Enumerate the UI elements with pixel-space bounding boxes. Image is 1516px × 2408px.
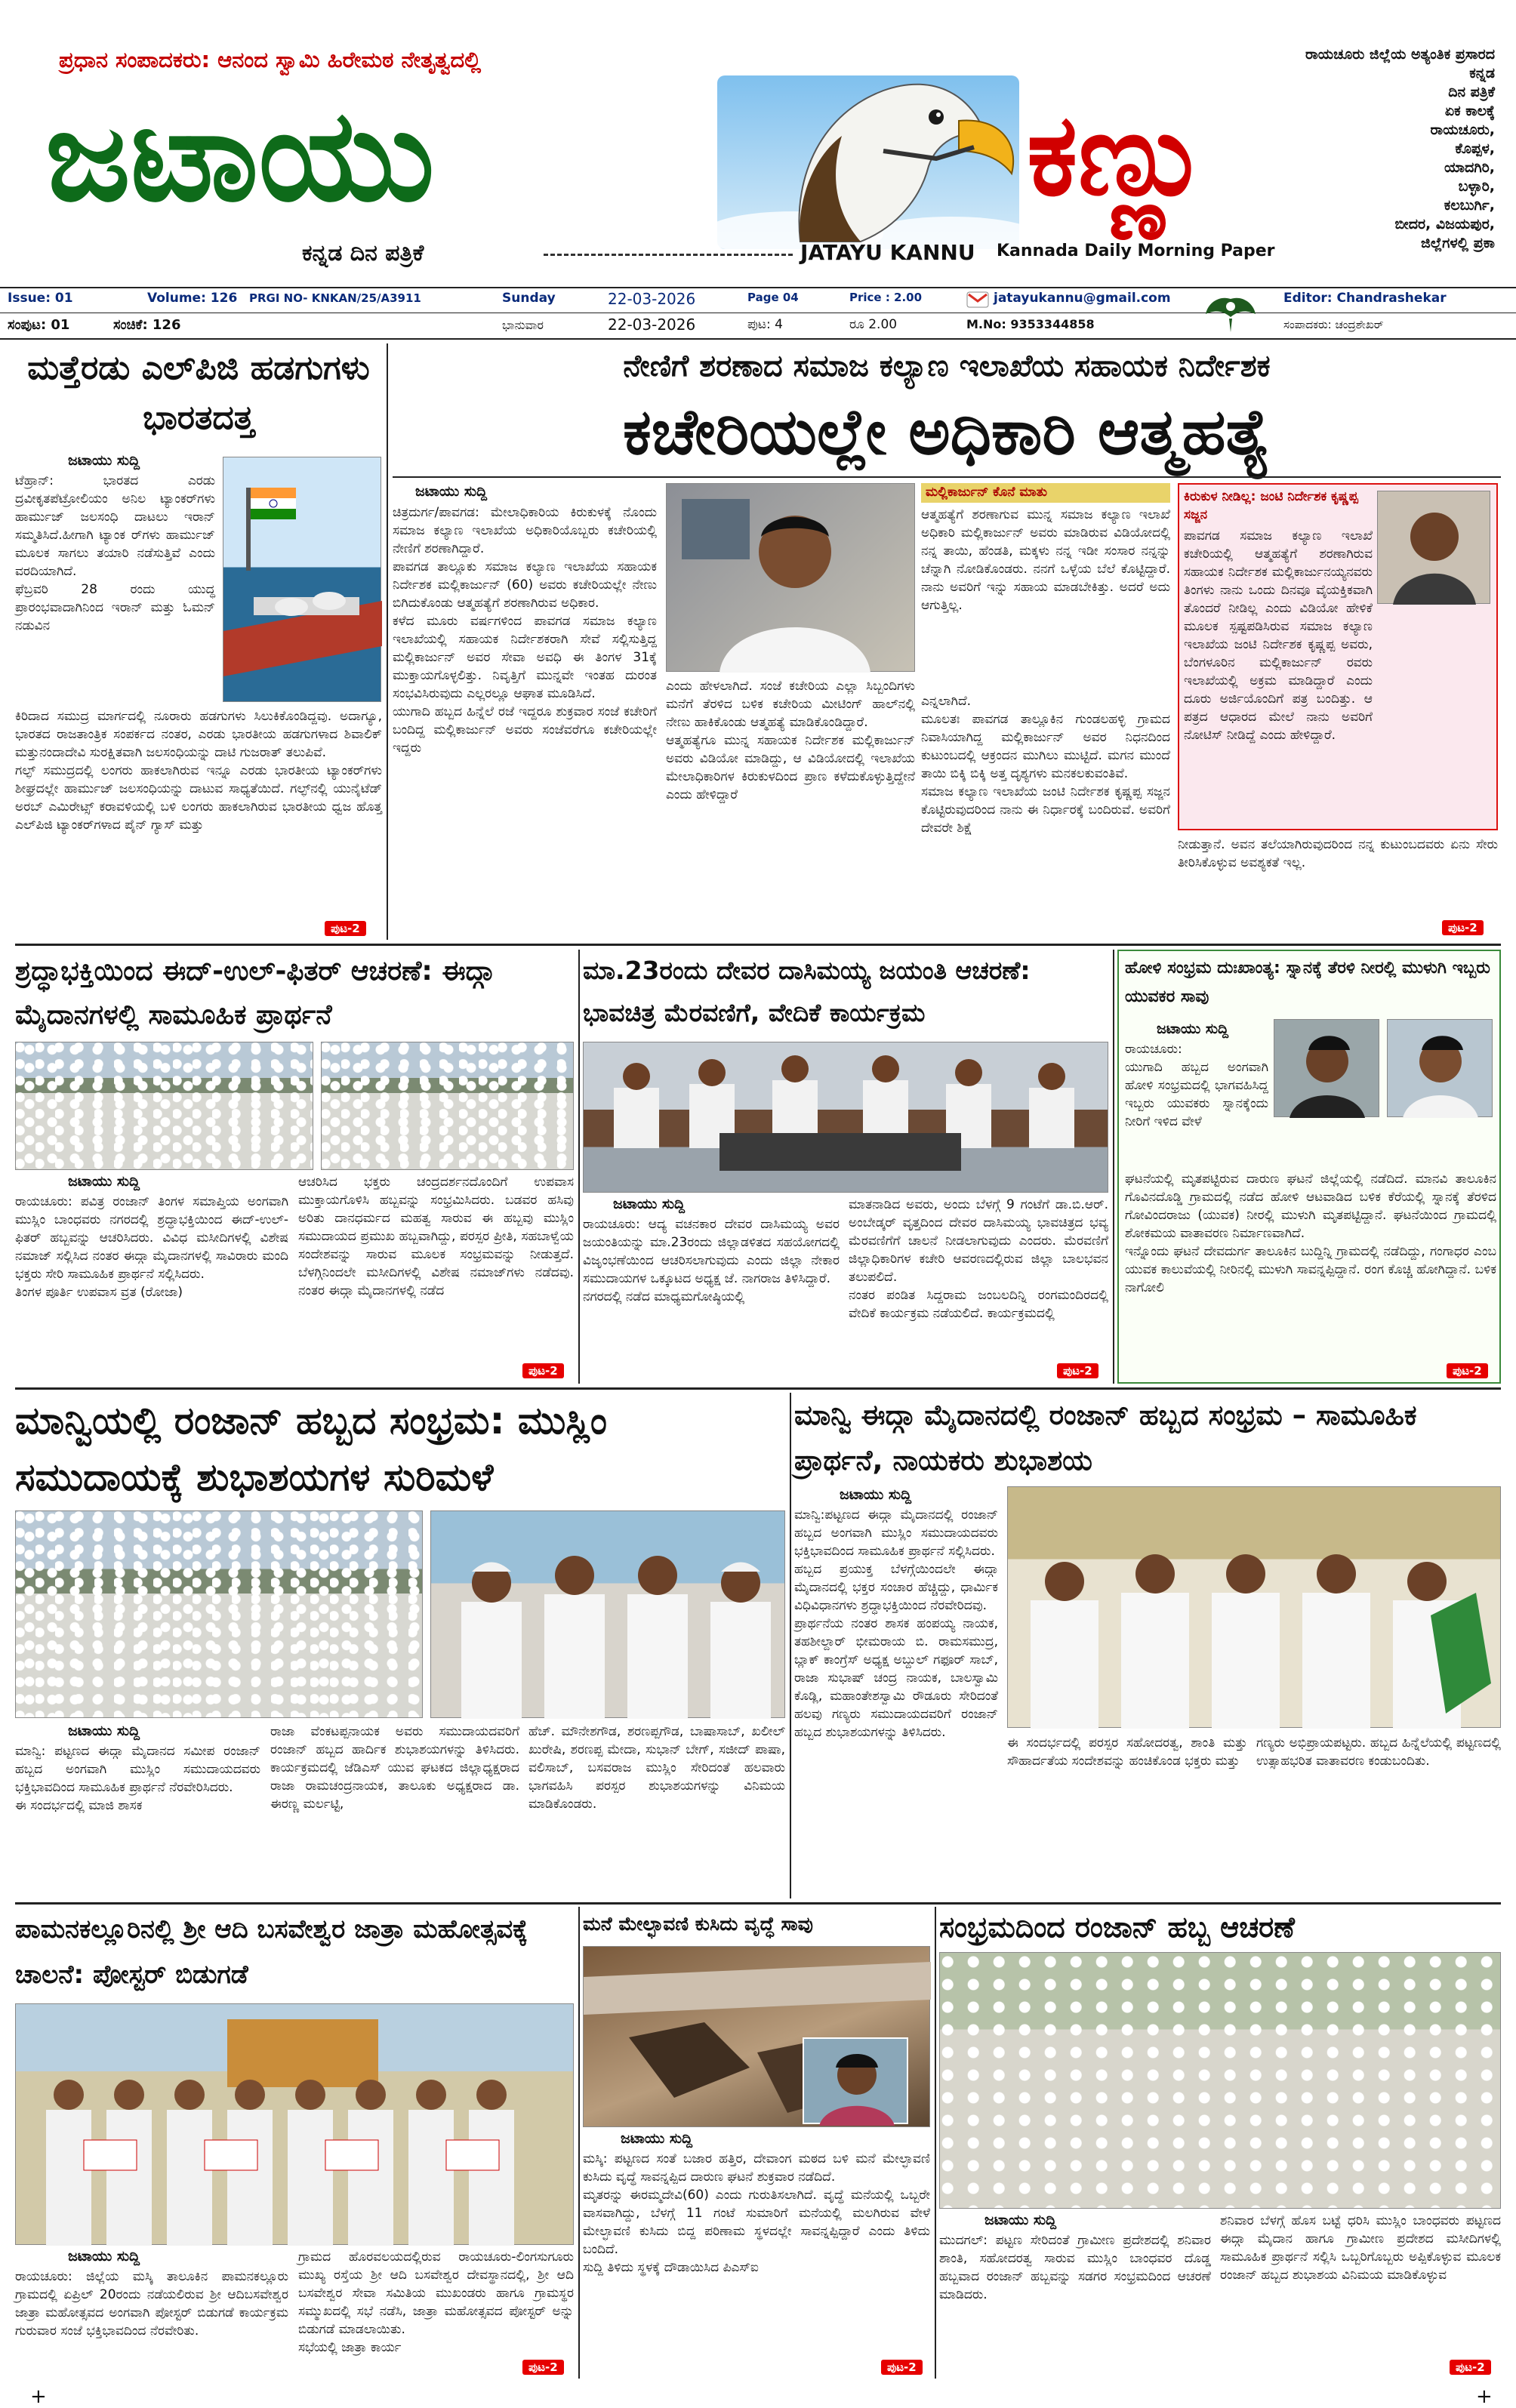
continued-badge: ಪುಟ-2 [881, 2360, 923, 2375]
story-text: ನೀಡುತ್ತಾನೆ. ಅವನ ತಲೆಯಾಗಿರುವುದರಿಂದ ನನ್ನ ಕುಟುಂಬದವರು ಏನು ಸೇರು ತೀರಿಸಿಕೊಳ್ಳುವ ಅವಶ್ಯಕತೆ ಇಲ್ಲ. [1178, 837, 1498, 870]
story-jatre [15, 1907, 574, 2379]
sidebar-joint-director [1178, 483, 1498, 830]
email[interactable]: jatayukannu@gmail.com [994, 291, 1171, 306]
issue-no: Issue: 01 [8, 291, 73, 306]
story-text: ಮಾನ್ವಿ: ಪಟ್ಟಣದ ಈದ್ಗಾ ಮೈದಾನದ ಸಮೀಪ ರಂಜಾನ್ ಹಬ್ಬದ ಅಂಗವಾಗಿ ಮುಸ್ಲಿಂ ಸಮುದಾಯದವರು ಭಕ್ತಿಭಾವದಿಂದ ಸಾಮೂಹಿಕ ಪ್ರಾರ್ಥನೆ ನೆರವೇರಿಸಿದರು. ಈ ಸಂದರ್ಭದಲ್ಲಿ ಮಾಜಿ ಶಾಸಕ [15, 1744, 260, 1813]
section-divider [15, 1902, 1501, 1905]
headline: ಪಾಮನಕಲ್ಲೂರಿನಲ್ಲಿ ಶ್ರೀ ಆದಿ ಬಸವೇಶ್ವರ ಜಾತ್ರಾ ಮಹೋತ್ಸವಕ್ಕೆ ಚಾಲನೆ: ಪೋಸ್ಟರ್ ಬಿಡುಗಡೆ [15, 1914, 528, 1990]
info-bar [0, 287, 1516, 340]
story-text: ರಾಯಚೂರು: ಜಿಲ್ಲೆಯ ಮಸ್ಕಿ ತಾಲೂಕಿನ ಪಾಮನಕಲ್ಲೂರು ಗ್ರಾಮದಲ್ಲಿ ಏಪ್ರಿಲ್ 20ರಂದು ನಡೆಯಲಿರುವ ಶ್ರೀ ಆದಿಬಸವೇಶ್ವರ ಜಾತ್ರಾ ಮಹೋತ್ಸವದ ಅಂಗವಾಗಿ ಪೋಸ್ಟರ್ ಬಿಡುಗಡೆ ಕಾರ್ಯಕ್ರಮ ಗುರುವಾರ ಸಂಜೆ ಭಕ್ತಿಭಾವದಿಂದ ನೆರವೇರಿತು. [15, 2269, 288, 2339]
victim-photo-2 [1387, 1019, 1493, 1117]
victim-photo-1 [1274, 1019, 1379, 1117]
poster-release-photo [15, 2003, 574, 2245]
kicker: ನೇಣಿಗೆ ಶರಣಾದ ಸಮಾಜ ಕಲ್ಯಾಣ ಇಲಾಖೆಯ ಸಹಾಯಕ ನಿರ್ದೇಶಕ [623, 349, 1271, 383]
price-kn: ರೂ 2.00 [849, 317, 898, 332]
story-text: ಘಟನೆಯಲ್ಲಿ ಮೃತಪಟ್ಟಿರುವ ದಾರುಣ ಘಟನೆ ಜಿಲ್ಲೆಯಲ್ಲಿ ನಡೆದಿದೆ. ಮಾನವಿ ತಾಲೂಕಿನ ಗೊವಿನದೊಡ್ಡಿ ಗ್ರಾಮದಲ್ಲಿ ನಡೆದ ಹೋಳಿ ಆಟವಾಡಿದ ಬಳಿಕ ಕೆರೆಯಲ್ಲಿ ಸ್ನಾನಕ್ಕೆ ತೆರಳಿದ ಗೋವಿಂದರಾಜು (ಯುವಕ) ನೀರಲ್ಲಿ ಮುಳುಗಿ ಮೃತಪಟ್ಟಿದ್ದಾನೆ. ಘಟನೆಯಿಂದ ಗ್ರಾಮದಲ್ಲಿ ಶೋಕಮಯ ವಾತಾವರಣ ನಿರ್ಮಾಣವಾಗಿದೆ. ಇನ್ನೊಂದು ಘಟನೆ ದೇವದುರ್ಗ ತಾಲೂಕಿನ ಬುದ್ದಿನ್ನಿ ಗ್ರಾಮದಲ್ಲಿ ನಡೆದಿದ್ದು, ಗಂಗಾಧರ ಎಂಬ ಯುವಕ ಕಾಲುವೆಯಲ್ಲಿ ನೀರಿನಲ್ಲಿ ಮುಳುಗಿ ಸಾವನ್ನಪ್ಪಿದ್ದಾನೆ. ರಂಗ ಕೊಚ್ಚಿ ಹೋಗಿದ್ದಾನೆ. ಬಳಿಕ ನಾಗೋಲಿ [1125, 1172, 1496, 1295]
eid-prayer-photo-2 [321, 1042, 574, 1170]
headline: ಮಾನ್ವಿ ಈದ್ಗಾ ಮೈದಾನದಲ್ಲಿ ರಂಜಾನ್ ಹಬ್ಬದ ಸಂಭ್ರಮ – ಸಾಮೂಹಿಕ ಪ್ರಾರ್ಥನೆ, ನಾಯಕರು ಶುಭಾಶಯ [794, 1399, 1417, 1477]
prgi-no: PRGI NO- KNKAN/25/A3911 [249, 291, 421, 305]
byline: ಜಟಾಯು ಸುದ್ದಿ [1157, 1021, 1229, 1037]
sidebar-text: ಆತ್ಮಹತ್ಯೆಗೆ ಶರಣಾಗುವ ಮುನ್ನ ಸಮಾಜ ಕಲ್ಯಾಣ ಇಲಾಖೆ ಅಧಿಕಾರಿ ಮಲ್ಲಿಕಾರ್ಜುನ್ ಅವರು ಮಾಡಿರುವ ವಿಡಿಯೋದಲ್ಲಿ ನನ್ನ ತಾಯಿ, ಹೆಂಡತಿ, ಮಕ್ಕಳು ನನ್ನ ಇಡೀ ಸಂಸಾರ ನನ್ನನ್ನು ಚೆನ್ನಾಗಿ ನೋಡಿಕೊಂಡರು. ನನಗೆ ಒಳ್ಳೆಯ ಬೆಲೆ ಕೊಟ್ಟಿದ್ದಾರೆ. ನಾನು ಅವರಿಗೆ ಇನ್ನು ಸಹಾಯ ಮಾಡಬೇಕಿತ್ತು. ಅದರೆ ಅದು ಆಗುತ್ತಿಲ್ಲ. [921, 507, 1170, 613]
eagle-logo [710, 45, 1027, 249]
column-rule [935, 1907, 936, 2379]
column-rule [1113, 950, 1114, 1384]
story-text: ಗಣ್ಯರು ಅಭಿಪ್ರಾಯಪಟ್ಟರು. ಹಬ್ಬದ ಹಿನ್ನೆಲೆಯಲ್ಲಿ ಪಟ್ಟಣದಲ್ಲಿ ಉತ್ಸಾಹಭರಿತ ವಾತಾವರಣ ಕಂಡುಬಂದಿತು. [1256, 1735, 1501, 1769]
continued-badge: ಪುಟ-2 [522, 1363, 564, 1378]
headline: ಮಾ.23ರಂದು ದೇವರ ದಾಸಿಮಯ್ಯ ಜಯಂತಿ ಆಚರಣೆ: ಭಾವಚಿತ್ರ ಮೆರವಣಿಗೆ, ವೇದಿಕೆ ಕಾರ್ಯಕ್ರಮ [583, 956, 1031, 1027]
headline: ಶ್ರದ್ಧಾಭಕ್ತಿಯಿಂದ ಈದ್-ಉಲ್-ಫಿತರ್ ಆಚರಣೆ: ಈದ್ಗಾ ಮೈದಾನಗಳಲ್ಲಿ ಸಾಮೂಹಿಕ ಪ್ರಾರ್ಥನೆ [15, 956, 495, 1030]
continued-badge: ಪುಟ-2 [1450, 2360, 1491, 2375]
story-manvi-ramzan-2 [794, 1393, 1501, 1898]
byline: ಜಟಾಯು ಸುದ್ದಿ [984, 2212, 1057, 2228]
sidebar-last-words [921, 483, 1170, 611]
leaders-greeting-photo [430, 1510, 785, 1718]
story-text: ಮಾತನಾಡಿದ ಅವರು, ಅಂದು ಬೆಳಗ್ಗೆ 9 ಗಂಟೆಗೆ ಡಾ.ಬಿ.ಆರ್. ಅಂಬೇಡ್ಕರ್ ವೃತ್ತದಿಂದ ದೇವರ ದಾಸಿಮಯ್ಯ ಭಾವಚಿತ್ರದ ಭವ್ಯ ಮೆರವಣಿಗೆಗೆ ಚಾಲನೆ ನೀಡಲಾಗುವುದು ಎಂದರು. ಮೆರವಣಿಗೆ ಜಿಲ್ಲಾಧಿಕಾರಿಗಳ ಕಚೇರಿ ಆವರಣದಲ್ಲಿರುವ ಜಿಲ್ಲಾ ಬಾಲಭವನ ತಲುಪಲಿದೆ. ನಂತರ ಪಂಡಿತ ಸಿದ್ದರಾಮ ಜಂಬಲದಿನ್ನಿ ರಂಗಮಂದಿರದಲ್ಲಿ ವೇದಿಕೆ ಕಾರ್ಯಕ್ರಮ ನಡೆಯಲಿದೆ. ಕಾರ್ಯಕ್ರಮದಲ್ಲಿ [849, 1197, 1108, 1321]
story-text: ಮುದಗಲ್: ಪಟ್ಟಣ ಸೇರಿದಂತೆ ಗ್ರಾಮೀಣ ಪ್ರದೇಶದಲ್ಲಿ ಶನಿವಾರ ಶಾಂತಿ, ಸಹೋದರತ್ವ ಸಾರುವ ಮುಸ್ಲಿಂ ಬಾಂಧವರ ದೊಡ್ಡ ಹಬ್ಬವಾದ ರಂಜಾನ್ ಹಬ್ಬವನ್ನು ಸಡಗರ ಸಂಭ್ರಮದಿಂದ ಆಚರಣೆ ಮಾಡಿದರು. [939, 2233, 1211, 2302]
story-text: ಮಾನ್ವಿ:ಪಟ್ಟಣದ ಈದ್ಗಾ ಮೈದಾನದಲ್ಲಿ ರಂಜಾನ್ ಹಬ್ಬದ ಅಂಗವಾಗಿ ಮುಸ್ಲಿಂ ಸಮುದಾಯದವರು ಭಕ್ತಿಭಾವದಿಂದ ಸಾಮೂಹಿಕ ಪ್ರಾರ್ಥನೆ ಸಲ್ಲಿಸಿದರು. ಹಬ್ಬದ ಪ್ರಯುಕ್ತ ಬೆಳಗ್ಗೆಯಿಂದಲೇ ಈದ್ಗಾ ಮೈದಾನದಲ್ಲಿ ಭಕ್ತರ ಸಂಚಾರ ಹೆಚ್ಚಿದ್ದು, ಧಾರ್ಮಿಕ ವಿಧಿವಿಧಾನಗಳು ಶ್ರದ್ಧಾಭಕ್ತಿಯಿಂದ ನೆರವೇರಿದವು. ಪ್ರಾರ್ಥನೆಯ ನಂತರ ಶಾಸಕ ಹಂಪಯ್ಯ ನಾಯಕ, ತಹಶೀಲ್ದಾರ್ ಭೀಮರಾಯ ಬಿ. ರಾಮಸಮುದ್ರ, ಬ್ಲಾಕ್ ಕಾಂಗ್ರೆಸ್ ಅಧ್ಯಕ್ಷ ಅಬ್ದುಲ್ ಗಫೂರ್ ಸಾಬ್, ರಾಜಾ ಸುಭಾಷ್ ಚಂದ್ರ ನಾಯಕ, ಬಾಲಸ್ವಾಮಿ ಕೊಡ್ಲಿ, ಮಹಾಂತೇಶಸ್ವಾಮಿ ರೌಡೂರು ಸೇರಿದಂತೆ ಹಲವು ಗಣ್ಯರು ಸಮುದಾಯದವರಿಗೆ ರಂಜಾನ್ ಹಬ್ಬದ ಶುಭಾಶಯಗಳನ್ನು ತಿಳಿಸಿದರು. [794, 1507, 998, 1740]
day: Sunday [502, 291, 556, 306]
section-divider [15, 1387, 1501, 1390]
title-right: ಕಣ್ಣು [1027, 88, 1210, 221]
column-rule [578, 1907, 580, 2379]
column-rule [790, 1393, 791, 1898]
story-text: ಆಚರಿಸಿದ ಭಕ್ತರು ಚಂದ್ರದರ್ಶನದೊಂದಿಗೆ ಉಪವಾಸ ಮುಕ್ತಾಯಗೊಳಿಸಿ ಹಬ್ಬವನ್ನು ಸಂಭ್ರಮಿಸಿದರು. ಬಡವರ ಹಸಿವು ಅರಿತು ದಾನಧರ್ಮದ ಮಹತ್ವ ಸಾರುವ ಈ ಹಬ್ಬವು ಮುಸ್ಲಿಂ ಸಮುದಾಯದ ಪ್ರಮುಖ ಹಬ್ಬವಾಗಿದ್ದು, ಪರಸ್ಪರ ಪ್ರೀತಿ, ಸಹಬಾಳ್ವೆಯ ಸಂದೇಶವನ್ನು ಸಾರುವ ಮೂಲಕ ಸಂಭ್ರಮವನ್ನು ನೀಡುತ್ತದೆ. ಬೆಳಗ್ಗಿನಿಂದಲೇ ಮಸೀದಿಗಳಲ್ಲಿ ವಿಶೇಷ ನಮಾಜ್‌ಗಳು ನಡೆದವು. ನಂತರ ಈದ್ಗಾ ಮೈದಾನಗಳಲ್ಲಿ ನಡೆದ [298, 1175, 574, 1298]
continued-badge: ಪುಟ-2 [325, 921, 366, 936]
byline: ಜಟಾಯು ಸುದ್ದಿ [68, 452, 140, 469]
issue-no-kn: ಸಂಪುಟ: 01 [8, 317, 70, 333]
eidgah-crowd-photo [15, 1510, 423, 1718]
headline: ಹೋಳಿ ಸಂಭ್ರಮ ದುಃಖಾಂತ್ಯ: ಸ್ನಾನಕ್ಕೆ ತೆರಳಿ ನೀರಲ್ಲಿ ಮುಳುಗಿ ಇಬ್ಬರು ಯುವಕರ ಸಾವು [1125, 959, 1490, 1006]
headline: ಕಚೇರಿಯಲ್ಲೇ ಅಧಿಕಾರಿ ಆತ್ಮಹತ್ಯೆ [622, 395, 1271, 469]
editor: Editor: Chandrashekar [1283, 291, 1447, 306]
sidebar-text-2 [1184, 605, 1492, 824]
story-text: ಈ ಸಂದರ್ಭದಲ್ಲಿ ಪರಸ್ಪರ ಸಹೋದರತ್ವ, ಶಾಂತಿ ಮತ್ತು ಸೌಹಾರ್ದತೆಯ ಸಂದೇಶವನ್ನು ಹಂಚಿಕೊಂಡ ಭಕ್ತರು ಮತ್ತು [1007, 1735, 1247, 1769]
day-kn: ಭಾನುವಾರ [502, 318, 544, 332]
bird-emblem-icon [1204, 291, 1257, 335]
mobile-no: M.No: 9353344858 [966, 317, 1095, 331]
story-house-collapse [583, 1907, 930, 2379]
byline: ಜಟಾಯು ಸುದ್ದಿ [621, 2130, 693, 2147]
story-text: ಗ್ರಾಮದ ಹೊರವಲಯದಲ್ಲಿರುವ ರಾಯಚೂರು-ಲಿಂಗಸುಗೂರು ಮುಖ್ಯ ರಸ್ತೆಯ ಶ್ರೀ ಆದಿ ಬಸವೇಶ್ವರ ದೇವಸ್ಥಾನದಲ್ಲಿ, ಶ್ರೀ ಆದಿ ಬಸವೇಶ್ವರ ಸೇವಾ ಸಮಿತಿಯ ಮುಖಂಡರು ಹಾಗೂ ಗ್ರಾಮಸ್ಥರ ಸಮ್ಮುಖದಲ್ಲಿ ಸಭೆ ನಡೆಸಿ, ಜಾತ್ರಾ ಮಹೋತ್ಸವದ ಪೋಸ್ಟರ್ ಅನ್ನು ಬಿಡುಗಡೆ ಮಾಡಲಾಯಿತು. ಸಭೆಯಲ್ಲಿ ಜಾತ್ರಾ ಕಾರ್ಯ [298, 2249, 574, 2355]
story-text: ಮಸ್ಕಿ: ಪಟ್ಟಣದ ಸಂತೆ ಬಜಾರ ಹತ್ತಿರ, ದೇವಾಂಗ ಮಠದ ಬಳಿ ಮನೆ ಮೇಲ್ಛಾವಣಿ ಕುಸಿದು ವೃದ್ಧೆ ಸಾವನ್ನಪ್ಪಿದ ದಾರುಣ ಘಟನೆ ಶುಕ್ರವಾರ ನಡೆದಿದೆ. ಮೃತರನ್ನು ಈರಮ್ಮದೇವಿ(60) ಎಂದು ಗುರುತಿಸಲಾಗಿದೆ. ವೃದ್ಧೆ ಮನೆಯಲ್ಲಿ ಒಬ್ಬರೇ ವಾಸವಾಗಿದ್ದು, ಬೆಳಗ್ಗೆ 11 ಗಂಟೆ ಸುಮಾರಿಗೆ ಮನೆಯಲ್ಲಿ ಮಲಗಿರುವ ವೇಳೆ ಮೇಲ್ಛಾವಣಿ ಕುಸಿದು ಬಿದ್ದ ಪರಿಣಾಮ ಸ್ಥಳದಲ್ಲೇ ಸಾವನ್ನಪ್ಪಿದ್ದಾರೆ ಎಂದು ತಿಳಿದು ಬಂದಿದೆ. ಸುದ್ದಿ ತಿಳಿದು ಸ್ಥಳಕ್ಕೆ ದೌಡಾಯಿಸಿದ ಪಿಎಸ್ಐ [583, 2151, 930, 2275]
volume-no-kn: ಸಂಚಿಕೆ: 126 [113, 317, 181, 333]
joint-director-photo [1377, 491, 1490, 604]
section-divider [15, 944, 1501, 946]
story-text: ಹೆಚ್. ಮೌನೇಶಗೌಡ, ಶರಣಪ್ಪಗೌಡ, ಬಾಷಾಸಾಬ್, ಖಲೀಲ್ ಖುರೇಷಿ, ಶರಣಪ್ಪ ಮೇದಾ, ಸುಭಾನ್ ಬೇಗ್, ಸಜೀದ್ ಪಾಷಾ, ವಲಿಸಾಬ್, ಬಸವರಾಜ ಮುಸ್ಲಿಂ ಸೇರಿದಂತೆ ಹಲವಾರು ಭಾಗವಹಿಸಿ ಪರಸ್ಪರ ಶುಭಾಶಯಗಳನ್ನು ವಿನಿಮಯ ಮಾಡಿಕೊಂಡರು. [528, 1724, 785, 1812]
story-text: ಎಂದು ಹೇಳಲಾಗಿದೆ. ಸಂಜೆ ಕಚೇರಿಯ ಎಲ್ಲಾ ಸಿಬ್ಬಂದಿಗಳು ಮನೆಗೆ ತೆರಳಿದ ಬಳಿಕ ಕಚೇರಿಯ ಮೀಟಿಂಗ್ ಹಾಲ್‌ನಲ್ಲಿ ನೇಣು ಹಾಕಿಕೊಂಡು ಆತ್ಮಹತ್ಯೆ ಮಾಡಿಕೊಂಡಿದ್ದಾರೆ. ಆತ್ಮಹತ್ಯೆಗೂ ಮುನ್ನ ಸಹಾಯಕ ನಿರ್ದೇಶಕ ಮಲ್ಲಿಕಾರ್ಜುನ್ ಅವರು ವಿಡಿಯೋ ಮಾಡಿದ್ದು, ಆ ವಿಡಿಯೋದಲ್ಲಿ ಇಲಾಖೆಯ ಮೇಲಾಧಿಕಾರಿಗಳ ಕಿರುಕುಳದಿಂದ ಪ್ರಾಣ ಕಳೆದುಕೊಳ್ಳುತ್ತಿದ್ದೇನೆ ಎಂದು ಹೇಳಿದ್ದಾರೆ [666, 679, 915, 802]
divider [393, 476, 1501, 478]
continued-badge: ಪುಟ-2 [1442, 920, 1484, 935]
english-name: JATAYU KANNU [800, 240, 975, 265]
headline: ಮತ್ತೆರಡು ಎಲ್‌ಪಿಜಿ ಹಡಗುಗಳು ಭಾರತದತ್ತ [27, 349, 370, 437]
press-meet-photo [583, 1042, 1108, 1193]
story-eid [15, 950, 574, 1384]
editor-kn: ಸಂಪಾದಕರು: ಚಂದ್ರಶೇಖರ್ [1283, 318, 1384, 331]
victim-portrait [803, 2037, 908, 2124]
subtitle: ಕನ್ನಡ ದಿನ ಪತ್ರಿಕೆ [302, 240, 424, 266]
eid-prayer-photo-1 [15, 1042, 313, 1170]
sidebar-title: ಕಿರುಕುಳ ನೀಡಿಲ್ಲ: ಜಂಟಿ ನಿರ್ದೇಶಕ ಕೃಷ್ಣಪ್ಪ ಸಜ್ಜನ [1184, 489, 1358, 522]
masthead [0, 0, 1516, 285]
continued-badge: ಪುಟ-2 [522, 2360, 564, 2375]
date: 22-03-2026 [608, 290, 696, 308]
divider [0, 287, 1516, 288]
byline: ಜಟಾಯು ಸುದ್ದಿ [68, 1173, 140, 1190]
story-text: ರಾಯಚೂರು: ಪವಿತ್ರ ರಂಜಾನ್ ತಿಂಗಳ ಸಮಾಪ್ತಿಯ ಅಂಗವಾಗಿ ಮುಸ್ಲಿಂ ಬಾಂಧವರು ನಗರದಲ್ಲಿ ಶ್ರದ್ಧಾಭಕ್ತಿಯಿಂದ ಈದ್-ಉಲ್-ಫಿತರ್ ಹಬ್ಬವನ್ನು ಆಚರಿಸಿದರು. ವಿವಿಧ ಮಸೀದಿಗಳಲ್ಲಿ ವಿಶೇಷ ನಮಾಜ್ ಸಲ್ಲಿಸಿದ ನಂತರ ಈದ್ಗಾ ಮೈದಾನಗಳಲ್ಲಿ ಸಾವಿರಾರು ಮಂದಿ ಭಕ್ತರು ಸೇರಿ ಸಾಮೂಹಿಕ ಪ್ರಾರ್ಥನೆ ಸಲ್ಲಿಸಿದರು. ತಿಂಗಳ ಪೂರ್ತಿ ಉಪವಾಸ ವ್ರತ (ರೋಜಾ) [15, 1194, 288, 1300]
date-kn: 22-03-2026 [608, 316, 696, 334]
story-text: ಶನಿವಾರ ಬೆಳಗ್ಗೆ ಹೊಸ ಬಟ್ಟೆ ಧರಿಸಿ ಮುಸ್ಲಿಂ ಬಾಂಧವರು ಪಟ್ಟಣದ ಈದ್ಗಾ ಮೈದಾನ ಹಾಗೂ ಗ್ರಾಮೀಣ ಪ್ರದೇಶದ ಮಸೀದಿಗಳಲ್ಲಿ ಸಾಮೂಹಿಕ ಪ್ರಾರ್ಥನೆ ಸಲ್ಲಿಸಿ ಒಬ್ಬರಿಗೊಬ್ಬರು ಅಪ್ಪಿಕೊಳ್ಳುವ ಮೂಲಕ ರಂಜಾನ್ ಹಬ್ಬದ ಶುಭಾಶಯ ವಿನಿಮಯ ಮಾಡಿಕೊಳ್ಳುವ [1220, 2213, 1501, 2283]
story-dasimayya [583, 950, 1108, 1384]
price: Price : 2.00 [849, 291, 923, 304]
sidebar-title: ಮಲ್ಲಿಕಾರ್ಜುನ್ ಕೊನೆ ಮಾತು [921, 483, 1170, 503]
english-tagline: Kannada Daily Morning Paper [997, 242, 1275, 260]
mail-icon [966, 291, 989, 308]
headline: ಮಾನ್ವಿಯಲ್ಲಿ ರಂಜಾನ್ ಹಬ್ಬದ ಸಂಭ್ರಮ: ಮುಸ್ಲಿಂ ಸಮುದಾಯಕ್ಕೆ ಶುಭಾಶಯಗಳ ಸುರಿಮಳೆ [15, 1399, 607, 1499]
page-no: Page 04 [747, 291, 799, 304]
column-rule [578, 950, 580, 1384]
story-text: ಕಿರಿದಾದ ಸಮುದ್ರ ಮಾರ್ಗದಲ್ಲಿ ನೂರಾರು ಹಡಗುಗಳು ಸಿಲುಕಿಕೊಂಡಿದ್ದವು. ಅದಾಗ್ಯೂ, ಭಾರತದ ರಾಜತಾಂತ್ರಿಕ ಸಂಪರ್ಕದ ನಂತರ, ಎರಡು ಭಾರತೀಯ ಹಡಗುಗಳಾದ ಶಿವಾಲಿಕ್ ಮತ್ತುನಂದಾದೇವಿ ಸುರಕ್ಷಿತವಾಗಿ ಜಲಸಂಧಿಯನ್ನು ದಾಟಿ ಗುಜರಾತ್ ತಲುಪಿವೆ. ಗಲ್ಫ್ ಸಮುದ್ರದಲ್ಲಿ ಲಂಗರು ಹಾಕಲಾಗಿರುವ ಇನ್ನೂ ಎರಡು ಭಾರತೀಯ ಟ್ಯಾಂಕರ್‌ಗಳು ಶೀಘ್ರದಲ್ಲೇ ಹಾರ್ಮುಜ್ ಜಲಸಂಧಿಯನ್ನು ದಾಟುವ ಸಾಧ್ಯತೆಯಿದೆ. ಗಲ್ಫ್‌ನಲ್ಲಿ ಯುನೈಟೆಡ್ ಅರಬ್ ಎಮಿರೇಟ್ಸ್ ಕರಾವಳಿಯಲ್ಲಿ ಬಳಿ ಲಂಗರು ಹಾಕಲಾಗಿರುವ ಭಾರತೀಯ ಧ್ವಜ ಹೊತ್ತ ಎಲ್‌ಪಿಜಿ ಟ್ಯಾಂಕರ್‌ಗಳಾದ ಪೈನ್ ಗ್ಯಾಸ್ ಮತ್ತು [15, 709, 382, 833]
crop-mark: + [30, 2385, 47, 2408]
ramzan-prayer-photo [939, 1952, 1501, 2209]
tanker-ship-photo [223, 457, 381, 702]
masthead-dash-line [544, 254, 793, 256]
byline: ಜಟಾಯು ಸುದ್ದಿ [613, 1196, 686, 1212]
collapsed-house-photo [583, 1946, 930, 2127]
story-text: ಟೆಹ್ರಾನ್: ಭಾರತದ ಎರಡು ದ್ರವೀಕೃತಪೆಟ್ರೋಲಿಯಂ ಅನಿಲ ಟ್ಯಾಂಕರ್‌ಗಳು ಹಾರ್ಮುಜ್ ಜಲಸಂಧಿ ದಾಟಲು ಇರಾನ್ ಸಮ್ಮತಿಸಿದೆ.ಹೀಗಾಗಿ ಟ್ಯಾಂಕ ರ್‌ಗಳು ಹಾರ್ಮುಜ್ ಮೂಲಕ ಸಾಗಲು ತಯಾರಿ ನಡೆಸುತ್ತಿವೆ ಎಂದು ವರದಿಯಾಗಿದೆ. ಫೆಬ್ರವರಿ 28 ರಂದು ಯುದ್ಧ ಪ್ರಾರಂಭವಾದಾಗಿನಿಂದ ಇರಾನ್ ಮತ್ತು ಓಮನ್ ನಡುವಿನ [15, 473, 215, 633]
masthead-side-text: ರಾಯಚೂರು ಜಿಲ್ಲೆಯ ಅತ್ಯಂತಿಕ ಪ್ರಸಾರದ ಕನ್ನಡ ದಿನ ಪತ್ರಿಕೆ ಏಕ ಕಾಲಕ್ಕೆ ರಾಯಚೂರು, ಕೊಪ್ಪಳ, ಯಾದಗಿರಿ, ಬಳ್ಳಾರಿ, ಕಲಬುರ್ಗಿ, ಬೀದರ, ವಿಜಯಪುರ, ಜಿಲ್ಲೆಗಳಲ್ಲಿ ಪ್ರಕಾ [1305, 46, 1495, 251]
story-text: ರಾಯಚೂರು: ಯುಗಾದಿ ಹಬ್ಬದ ಅಂಗವಾಗಿ ಹೋಳಿ ಸಂಭ್ರಮದಲ್ಲಿ ಭಾಗವಹಿಸಿದ್ದ ಇಬ್ಬರು ಯುವಕರು ಸ್ನಾನಕ್ಕೆಂದು ನೀರಿಗೆ ಇಳಿದ ವೇಳೆ [1125, 1042, 1268, 1129]
crop-mark: + [1476, 2385, 1493, 2408]
story-holi [1117, 950, 1501, 1384]
story-text: ಚಿತ್ರದುರ್ಗ/ಪಾವಗಡ: ಮೇಲಾಧಿಕಾರಿಯ ಕಿರುಕುಳಕ್ಕೆ ನೊಂದು ಸಮಾಜ ಕಲ್ಯಾಣ ಇಲಾಖೆಯ ಅಧಿಕಾರಿಯೊಬ್ಬರು ಕಚೇರಿಯಲ್ಲಿ ನೇಣಿಗೆ ಶರಣಾಗಿದ್ದಾರೆ. ಪಾವಗಡ ತಾಲ್ಲೂಕು ಸಮಾಜ ಕಲ್ಯಾಣ ಇಲಾಖೆಯ ಸಹಾಯಕ ನಿರ್ದೇಶಕ ಮಲ್ಲಿಕಾರ್ಜುನ್ (60) ಅವರು ಕಚೇರಿಯಲ್ಲೇ ನೇಣು ಬಿಗಿದುಕೊಂಡು ಆತ್ಮಹತ್ಯೆಗೆ ಶರಣಾಗಿರುವ ಅಧಿಕಾರ. ಕಳೆದ ಮೂರು ವರ್ಷಗಳಿಂದ ಪಾವಗಡ ಸಮಾಜ ಕಲ್ಯಾಣ ಇಲಾಖೆಯಲ್ಲಿ ಸಹಾಯಕ ನಿರ್ದೇಶಕರಾಗಿ ಸೇವೆ ಸಲ್ಲಿಸುತ್ತಿದ್ದ ಮಲ್ಲಿಕಾರ್ಜುನ್ ಅವರ ಸೇವಾ ಅವಧಿ ಈ ತಿಂಗಳ 31ಕ್ಕೆ ಮುಕ್ತಾಯಗೊಳ್ಳಲಿತ್ತು. ನಿವೃತ್ತಿಗೆ ಮುನ್ನವೇ ಇಂತಹ ದುರಂತ ಸಂಭವಿಸಿರುವುದು ಎಲ್ಲರಲ್ಲೂ ಆಘಾತ ಮೂಡಿಸಿದೆ. ಯುಗಾದಿ ಹಬ್ಬದ ಹಿನ್ನೆಲೆ ರಜೆ ಇದ್ದರೂ ಶುಕ್ರವಾರ ಸಂಜೆ ಕಚೇರಿಗೆ ಬಂದಿದ್ದ ಮಲ್ಲಿಕಾರ್ಜುನ್ ಅವರು ಸಂಜೆವರೆಗೂ ಕಚೇರಿಯಲ್ಲೇ ಇದ್ದರು [393, 505, 657, 756]
felicitation-photo [1007, 1486, 1501, 1728]
story-lpg [15, 343, 382, 940]
officer-photo [666, 483, 915, 672]
continued-badge: ಪುಟ-2 [1447, 1363, 1488, 1378]
story-lead [393, 343, 1501, 940]
byline: ಜಟಾಯು ಸುದ್ದಿ [415, 483, 488, 500]
headline: ಮನೆ ಮೇಲ್ಛಾವಣಿ ಕುಸಿದು ವೃದ್ಧೆ ಸಾವು [583, 1913, 813, 1935]
story-text: ಎನ್ನಲಾಗಿದೆ. ಮೂಲತಃ ಪಾವಗಡ ತಾಲ್ಲೂಕಿನ ಗುಂಡಲಹಳ್ಳಿ ಗ್ರಾಮದ ನಿವಾಸಿಯಾಗಿದ್ದ ಮಲ್ಲಿಕಾರ್ಜುನ್ ಅವರ ನಿಧನದಿಂದ ಕುಟುಂಬದಲ್ಲಿ ಆಕ್ರಂದನ ಮುಗಿಲು ಮುಟ್ಟಿದೆ. ಮಗನ ಮುಂದೆ ತಾಯಿ ಬಿಕ್ಕಿ ಬಿಕ್ಕಿ ಅತ್ತ ದೃಶ್ಯಗಳು ಮನಕಲಕುವಂತಿವೆ. ಸಮಾಜ ಕಲ್ಯಾಣ ಇಲಾಖೆಯ ಜಂಟಿ ನಿರ್ದೇಶಕ ಕೃಷ್ಣಪ್ಪ ಸಜ್ಜನ ಕೊಟ್ಟಿರುವುದರಿಂದ ನಾನು ಈ ನಿರ್ಧಾರಕ್ಕೆ ಬಂದಿರುವೆ. ಅವರಿಗೆ ದೇವರೇ ಶಿಕ್ಷೆ [921, 694, 1170, 836]
title-left: ಜಟಾಯು [45, 80, 435, 229]
column-rule [387, 343, 388, 940]
editor-tagline: ಪ್ರಧಾನ ಸಂಪಾದಕರು: ಆನಂದ ಸ್ವಾಮಿ ಹಿರೇಮಠ ನೇತೃತ್ವದಲ್ಲಿ [59, 47, 482, 72]
divider [0, 338, 1516, 340]
story-text: ರಾಜಾ ವೆಂಕಟಪ್ಪನಾಯಕ ಅವರು ಸಮುದಾಯದವರಿಗೆ ರಂಜಾನ್ ಹಬ್ಬದ ಹಾರ್ದಿಕ ಶುಭಾಶಯಗಳನ್ನು ತಿಳಿಸಿದರು. ಕಾರ್ಯಕ್ರಮದಲ್ಲಿ ಜೆಡಿಎಸ್ ಯುವ ಘಟಕದ ಜಿಲ್ಲಾಧ್ಯಕ್ಷರಾದ ರಾಜಾ ರಾಮಚಂದ್ರನಾಯಕ, ತಾಲೂಕು ಅಧ್ಯಕ್ಷರಾದ ಡಾ. ಈರಣ್ಣ ಮರ್ಲಟ್ಟಿ, [270, 1724, 519, 1812]
volume-no: Volume: 126 [147, 291, 238, 306]
page-no-kn: ಪುಟ: 4 [747, 317, 783, 332]
byline: ಜಟಾಯು ಸುದ್ದಿ [840, 1486, 912, 1503]
story-sambhrama [939, 1907, 1501, 2379]
byline: ಜಟಾಯು ಸುದ್ದಿ [68, 2248, 140, 2265]
sidebar-text: ಪಾವಗಡ ಸಮಾಜ ಕಲ್ಯಾಣ ಇಲಾಖೆ ಕಚೇರಿಯಲ್ಲಿ ಆತ್ಮಹತ್ಯೆಗೆ ಶರಣಾಗಿರುವ ಸಹಾಯಕ ನಿರ್ದೇಶಕ ಮಲ್ಲಿಕಾರ್ಜುನಯ್ಯನವರು ತಿಂಗಳು ನಾನು ಒಂದು ದಿನವೂ ವೈಯಕ್ತಿಕವಾಗಿ ತೊಂದರೆ ನೀಡಿಲ್ಲ ಎಂದು ವಿಡಿಯೋ ಹೇಳಿಕೆ ಮೂಲಕ ಸ್ಪಷ್ಟಪಡಿಸಿರುವ ಸಮಾಜ ಕಲ್ಯಾಣ ಇಲಾಖೆಯ ಜಂಟಿ ನಿರ್ದೇಶಕ ಕೃಷ್ಣಪ್ಪ ಅವರು, ಬೆಂಗಳೂರಿನ ಮಲ್ಲಿಕಾರ್ಜುನ್ ರವರು ಇಲಾಖೆಯಲ್ಲಿ ಅಕ್ರಮ ಮಾಡಿದ್ದಾರೆ ಎಂದು ದೂರು ಅರ್ಜಿಯೊಂದಿಗೆ ಪತ್ರ ಬಂದಿತ್ತು. ಆ ಪತ್ರದ ಆಧಾರದ ಮೇಲೆ ನಾನು ಅವರಿಗೆ ನೋಟಿಸ್ ನೀಡಿದ್ದೆ ಎಂದು ಹೇಳಿದ್ದಾರೆ. [1184, 528, 1373, 743]
headline: ಸಂಭ್ರಮದಿಂದ ರಂಜಾನ್ ಹಬ್ಬ ಆಚರಣೆ [939, 1911, 1295, 1944]
continued-badge: ಪುಟ-2 [1057, 1363, 1098, 1378]
story-manvi-ramzan-1 [15, 1393, 785, 1898]
story-text: ರಾಯಚೂರು: ಆದ್ಯ ವಚನಕಾರ ದೇವರ ದಾಸಿಮಯ್ಯ ಅವರ ಜಯಂತಿಯನ್ನು ಮಾ.23ರಂದು ಜಿಲ್ಲಾಡಳಿತದ ಸಹಯೋಗದಲ್ಲಿ ವಿಜೃಂಭಣೆಯಿಂದ ಆಚರಿಸಲಾಗುವುದು ಎಂದು ಜಿಲ್ಲಾ ನೇಕಾರ ಸಮುದಾಯಗಳ ಒಕ್ಕೂಟದ ಅಧ್ಯಕ್ಷ ಜೆ. ನಾಗರಾಜ ತಿಳಿಸಿದ್ದಾರೆ. ನಗರದಲ್ಲಿ ನಡೆದ ಮಾಧ್ಯಮಗೋಷ್ಠಿಯಲ್ಲಿ [583, 1217, 840, 1304]
byline: ಜಟಾಯು ಸುದ್ದಿ [68, 1723, 140, 1739]
